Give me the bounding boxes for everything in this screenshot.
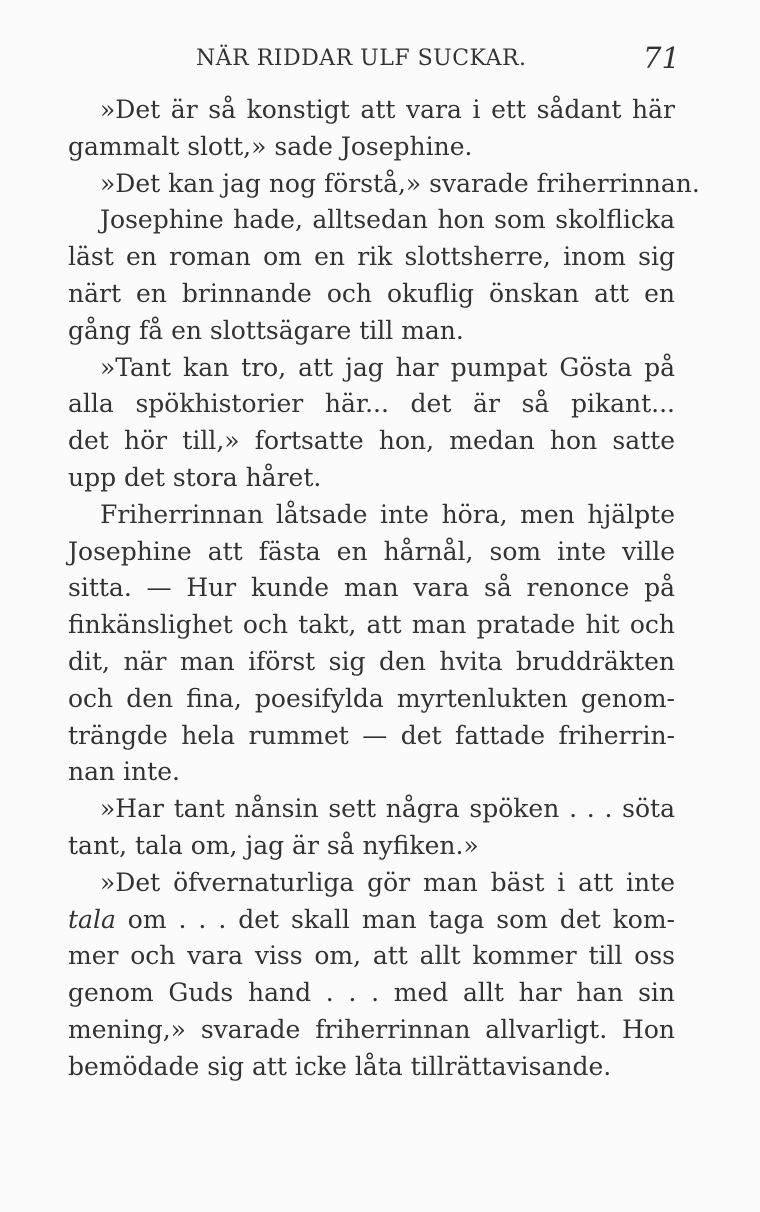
text-line: tant, tala om, jag är så nyfiken.» — [68, 830, 479, 860]
text-line: Josephine att fästa en hårnål, som inte ville — [68, 536, 675, 566]
text-line: sitta. — Hur kunde man vara så renonce på — [68, 573, 675, 603]
text-line: »Det är så konstigt att vara i ett sådant här — [100, 95, 675, 124]
text-line: gammalt slott,» sade Josephine. — [68, 131, 473, 161]
body-text — [68, 92, 700, 1086]
text-line: »Det öfvernaturliga gör man bäst i att inte — [100, 867, 675, 897]
text-line: genom Guds hand . . . med allt har han sin — [68, 978, 675, 1008]
text-line: alla spökhistorier här... det är så pikant... — [68, 389, 675, 419]
text-line: Friherrinnan låtsade inte höra, men hjälpte — [100, 499, 675, 529]
text-line: »Det kan jag nog förstå,» svarade friherrinnan. — [100, 168, 700, 198]
page-header — [0, 36, 760, 76]
text-line: nan inte. — [68, 757, 180, 787]
text-line: och den fina, poesifylda myrtenlukten genom- — [68, 683, 675, 713]
text-line: närt en brinnande och okuflig önskan att en — [68, 278, 675, 308]
text-line: gång få en slottsägare till man. — [68, 315, 464, 345]
text-line: trängde hela rummet — det fattade friherrin- — [68, 720, 675, 750]
text-line: dit, när man iförst sig den hvita bruddräkten — [68, 646, 675, 676]
text-line — [68, 902, 675, 939]
text-line: bemödade sig att icke låta tillrättavisande. — [68, 1051, 612, 1081]
italic-word: tala — [68, 904, 116, 934]
text-line: det hör till,» fortsatte hon, medan hon satte — [68, 426, 675, 456]
page-number: 71 — [643, 41, 680, 75]
text-line: mer och vara viss om, att allt kommer till oss — [68, 941, 675, 971]
text-line: upp det stora håret. — [68, 462, 322, 492]
text-line: »Har tant nånsin sett några spöken . . . söta — [100, 794, 675, 824]
text-line: Josephine hade, alltsedan hon som skolflicka — [100, 205, 675, 235]
text-line: läst en roman om en rik slottsherre, inom sig — [68, 242, 675, 272]
text-line: finkänslighet och takt, att man pratade hit och — [68, 610, 675, 640]
text-line: mening,» svarade friherrinnan allvarligt. Hon — [68, 1014, 675, 1044]
text-line: »Tant kan tro, att jag har pumpat Gösta på — [100, 352, 675, 382]
line-text: om . . . det skall man taga som det kom- — [115, 904, 675, 934]
running-title: NÄR RIDDAR ULF SUCKAR. — [196, 46, 527, 71]
